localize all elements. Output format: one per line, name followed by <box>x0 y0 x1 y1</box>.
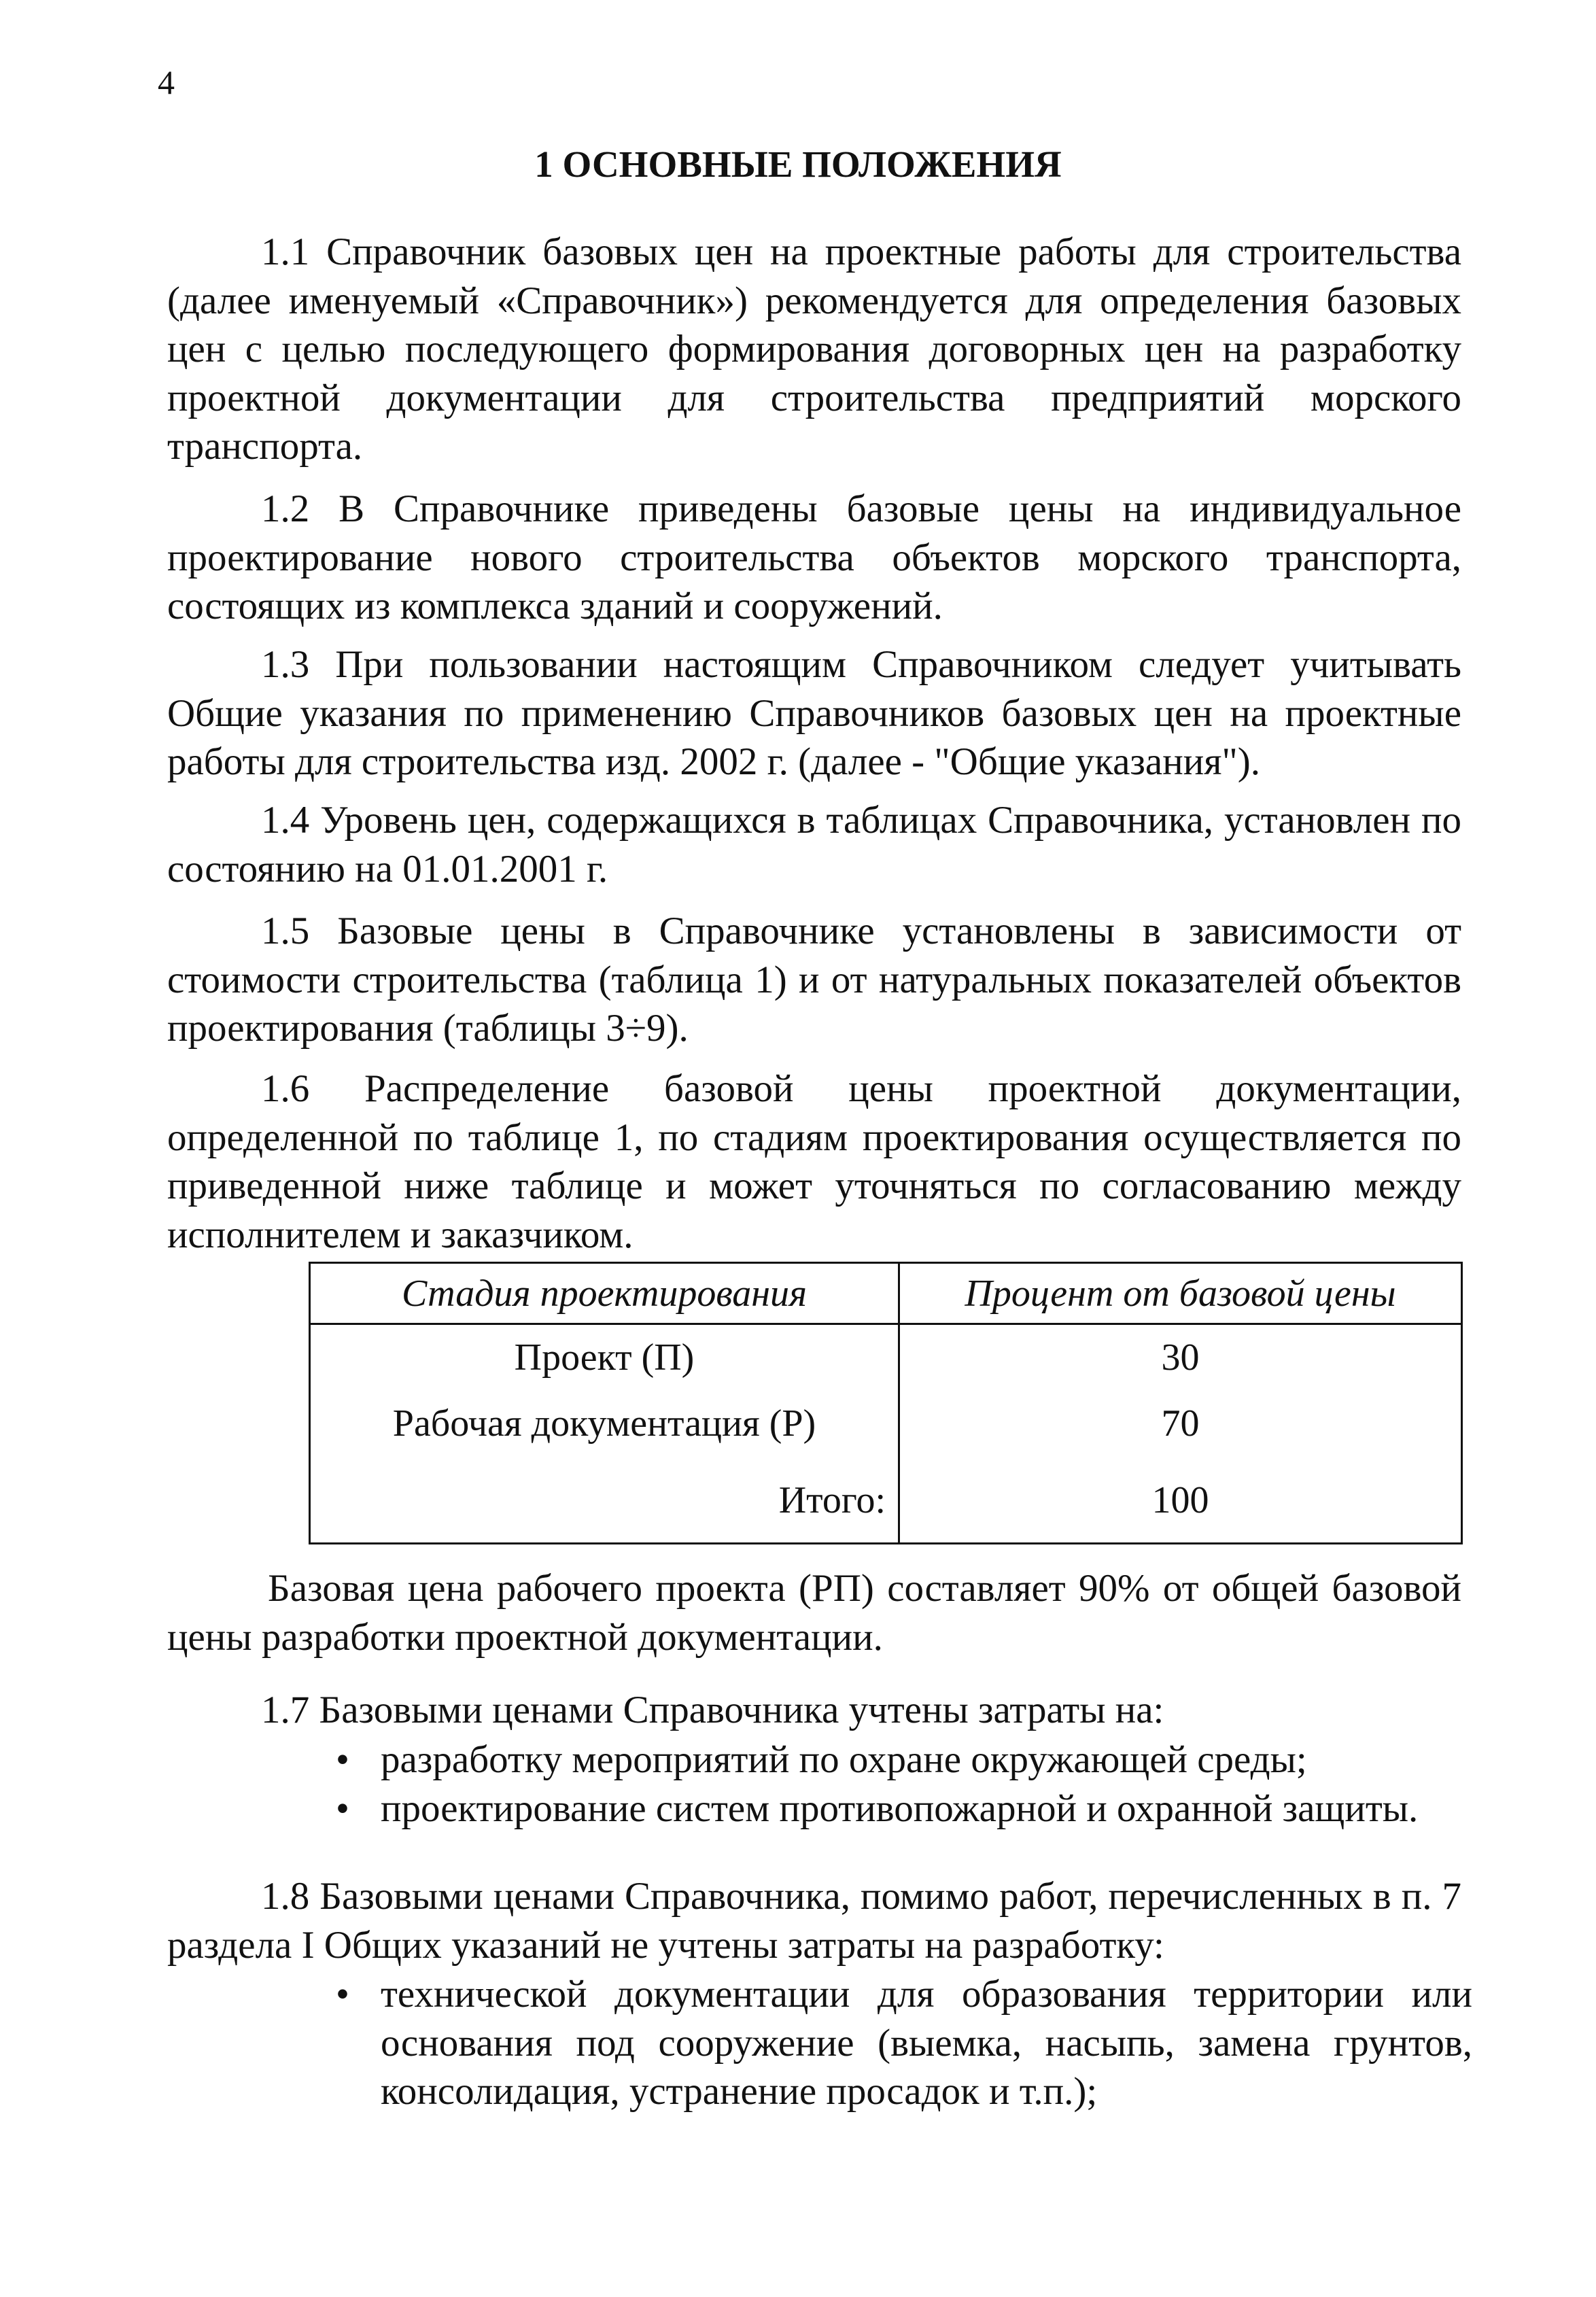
paragraph-rp-text: Базовая цена рабочего проекта (РП) составляет 90% от общей базовой цены разработки проектной документации. <box>167 1567 1461 1659</box>
table-header-row <box>310 1263 1462 1324</box>
paragraph-1-1-text: 1.1 Справочник базовых цен на проектные работы для строительства (далее именуемый «Справочник») рекомендуется для определения базовых цен с целью последующего формирования договорных цен на разработку проектной документации для строительства предприятий морского транспорта. <box>167 230 1461 468</box>
section-heading: 1 ОСНОВНЫЕ ПОЛОЖЕНИЯ <box>534 143 1062 185</box>
table-row <box>310 1324 1462 1390</box>
list-item-text: разработку мероприятий по охране окружающей среды; <box>381 1738 1307 1781</box>
bullet-icon: • <box>336 1786 349 1830</box>
paragraph-1-5-text: 1.5 Базовые цены в Справочнике установлены в зависимости от стоимости строительства (таблица 1) и от натуральных показателей объектов проектирования (таблицы 3÷9). <box>167 910 1461 1050</box>
table-total-row <box>310 1457 1462 1544</box>
list-item <box>324 1735 1472 1784</box>
paragraph-1-2 <box>167 485 1461 631</box>
list-item-text: технической документации для образования территории или основания под сооружение (выемка, насыпь, замена грунтов, консолидация, устранение просадок и т.п.); <box>381 1973 1472 2113</box>
bullet-icon: • <box>336 1973 349 2016</box>
stage-cell: Проект (П) <box>310 1324 899 1390</box>
header-percent: Процент от базовой цены <box>899 1263 1462 1324</box>
total-value: 100 <box>1151 1479 1209 1521</box>
percent-cell: 30 <box>1161 1336 1200 1379</box>
bullet-list-1-8 <box>324 1970 1472 2116</box>
paragraph-1-7-text: 1.7 Базовыми ценами Справочника учтены затраты на: <box>261 1689 1164 1731</box>
bullet-list-1-7 <box>324 1735 1472 1833</box>
paragraph-1-7 <box>167 1686 1461 1735</box>
list-item-text: проектирование систем противопожарной и охранной защиты. <box>381 1786 1419 1830</box>
paragraph-1-3-text: 1.3 При пользовании настоящим Справочником следует учитывать Общие указания по применению Справочников базовых цен на проектные работы для строительства изд. 2002 г. (далее - "Общие указания"). <box>167 643 1461 783</box>
bullet-icon: • <box>336 1738 349 1781</box>
paragraph-1-8 <box>167 1872 1461 1969</box>
paragraph-rp <box>167 1564 1461 1661</box>
total-label: Итого: <box>310 1457 899 1544</box>
list-item <box>324 1970 1472 2116</box>
paragraph-1-4-text: 1.4 Уровень цен, содержащихся в таблицах Справочника, установлен по состоянию на 01.01.2001 г. <box>167 799 1461 891</box>
stage-cell: Рабочая документация (Р) <box>310 1389 899 1457</box>
table-row <box>310 1389 1462 1457</box>
list-1-7 <box>324 1735 1472 1833</box>
header-stage: Стадия проектирования <box>310 1263 899 1324</box>
list-item <box>324 1784 1472 1833</box>
list-1-8 <box>324 1970 1472 2116</box>
paragraph-1-8-text: 1.8 Базовыми ценами Справочника, помимо работ, перечисленных в п. 7 раздела I Общих указаний не учтены затраты на разработку: <box>167 1875 1461 1967</box>
page-number: 4 <box>158 63 175 101</box>
paragraph-1-3 <box>167 640 1461 787</box>
stage-distribution-table <box>309 1262 1463 1544</box>
paragraph-1-6 <box>167 1065 1461 1259</box>
paragraph-1-1 <box>167 228 1461 471</box>
paragraph-1-2-text: 1.2 В Справочнике приведены базовые цены на индивидуальное проектирование нового строительства объектов морского транспорта, состоящих из комплекса зданий и сооружений. <box>167 487 1461 627</box>
paragraph-1-6-text: 1.6 Распределение базовой цены проектной документации, определенной по таблице 1, по стадиям проектирования осуществляется по приведенной ниже таблице и может уточняться по согласованию между исполнителем и заказчиком. <box>167 1067 1461 1256</box>
paragraph-1-4 <box>167 796 1461 893</box>
percent-cell: 70 <box>1161 1402 1200 1445</box>
paragraph-1-5 <box>167 907 1461 1053</box>
